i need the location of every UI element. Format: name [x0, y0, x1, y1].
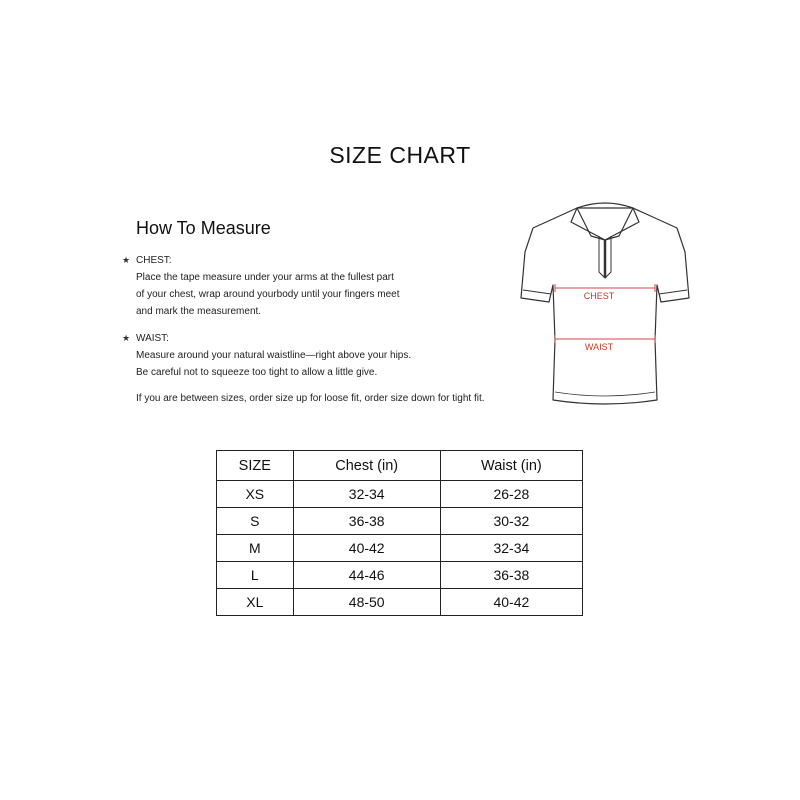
waist-cell: 30-32	[440, 508, 582, 535]
chest-cell: 32-34	[293, 481, 440, 508]
chest-label: CHEST:	[136, 255, 172, 266]
waist-text-line: Measure around your natural waistline—right above your hips.	[136, 350, 412, 361]
chest-instructions	[122, 252, 399, 320]
waist-cell: 26-28	[440, 481, 582, 508]
chest-text-line: of your chest, wrap around yourbody until your fingers meet	[136, 289, 400, 300]
table-header-waist: Waist (in)	[440, 451, 582, 481]
size-cell: S	[217, 508, 294, 535]
size-cell: M	[217, 535, 294, 562]
waist-label: WAIST:	[136, 333, 169, 344]
chest-measure-line	[555, 284, 655, 301]
table-header-row	[217, 451, 583, 481]
size-cell: XL	[217, 589, 294, 616]
chest-cell: 48-50	[293, 589, 440, 616]
waist-cell: 36-38	[440, 562, 582, 589]
waist-instructions	[122, 330, 411, 381]
fit-note: If you are between sizes, order size up for loose fit, order size down for tight fit.	[136, 393, 485, 404]
table-header-chest: Chest (in)	[293, 451, 440, 481]
polo-shirt-diagram	[515, 200, 695, 415]
chest-cell: 40-42	[293, 535, 440, 562]
table-row	[217, 535, 583, 562]
star-bullet-icon: ★	[122, 333, 131, 343]
table-row	[217, 562, 583, 589]
shirt-outline	[521, 208, 689, 404]
chest-cell: 44-46	[293, 562, 440, 589]
chest-diagram-label: CHEST	[583, 291, 615, 301]
size-table	[216, 450, 583, 616]
page-title: SIZE CHART	[329, 142, 471, 168]
waist-cell: 40-42	[440, 589, 582, 616]
size-cell: XS	[217, 481, 294, 508]
chest-text-line: Place the tape measure under your arms at the fullest part	[136, 272, 394, 283]
table-row	[217, 508, 583, 535]
table-row	[217, 481, 583, 508]
table-header-size: SIZE	[217, 451, 294, 481]
star-bullet-icon: ★	[122, 255, 131, 265]
chest-cell: 36-38	[293, 508, 440, 535]
size-cell: L	[217, 562, 294, 589]
table-row	[217, 589, 583, 616]
waist-text-line: Be careful not to squeeze too tight to allow a little give.	[136, 367, 378, 378]
chest-text-line: and mark the measurement.	[136, 306, 262, 317]
how-to-measure-heading: How To Measure	[136, 218, 271, 238]
waist-measure-line	[555, 335, 655, 352]
waist-diagram-label: WAIST	[584, 342, 614, 352]
waist-cell: 32-34	[440, 535, 582, 562]
